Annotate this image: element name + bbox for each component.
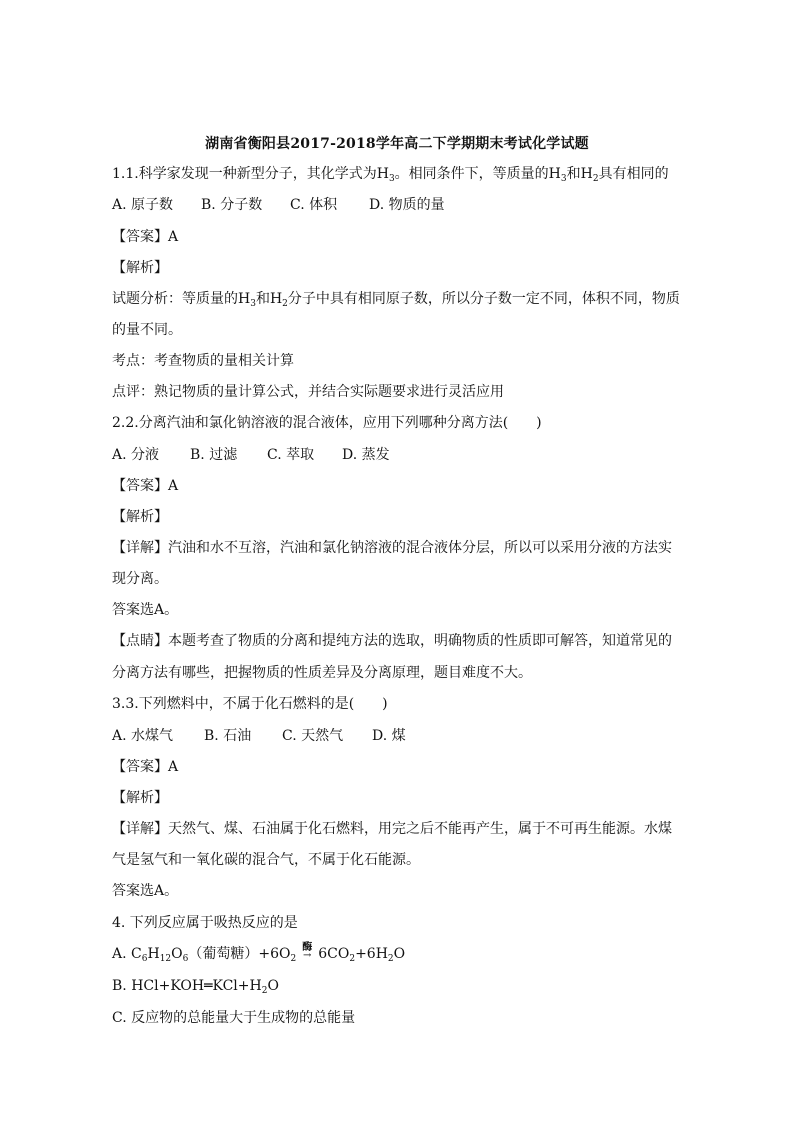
question-2-detail: 【详解】汽油和水不互溶，汽油和氯化钠溶液的混合液体分层，所以可以采用分液的方法实 [112,540,672,556]
question-1-point: 考点：考查物质的量相关计算 [112,353,294,369]
question-2-stem: 2.2.分离汽油和氯化钠溶液的混合液体，应用下列哪种分离方法( ) [112,415,542,431]
option-c: C. 萃取 [267,447,315,463]
question-3-stem: 3.3.下列燃料中，不属于化石燃料的是( ) [112,696,388,712]
question-1-analysis: 试题分析：等质量的$H_3$和$H_2$分子中具有相同原子数，所以分子数一定不同，体积不同，物质 [112,291,680,309]
question-3-choice: 答案选A。 [112,883,179,899]
option-d: D. 物质的量 [369,197,445,213]
question-3-detail: 【详解】天然气、煤、石油属于化石燃料，用完之后不能再产生，属于不可再生能源。水煤 [112,821,672,837]
question-1-answer: 【答案】A [112,229,179,245]
option-a: A. 原子数 [112,197,174,213]
question-1-analysis-line2: 的量不同。 [112,322,182,338]
enzyme-reaction-arrow: 酶 → [302,942,313,961]
option-a: A. 分液 [112,447,160,463]
question-2-detail-line2: 现分离。 [112,571,168,587]
document-title: 湖南省衡阳县2017-2018学年高二下学期期末考试化学试题 [205,136,589,152]
question-2-analysis-label: 【解析】 [112,509,168,525]
option-a: A. 水煤气 [112,728,174,744]
question-1-stem: 1.1.科学家发现一种新型分子，其化学式为$H_3$。相同条件下，等质量的$H_3$和$H_2$具有相同的 [112,166,669,184]
question-1-analysis-label: 【解析】 [112,260,168,276]
question-2-options [112,445,390,465]
question-2-remark: 【点睛】本题考查了物质的分离和提纯方法的选取，明确物质的性质即可解答，知道常见的 [112,633,672,649]
question-4-option-c: C. 反应物的总能量大于生成物的总能量 [112,1010,356,1026]
option-b: B. 分子数 [201,197,263,213]
option-d: D. 蒸发 [342,447,390,463]
question-2-choice: 答案选A。 [112,602,179,618]
option-b: B. 石油 [204,728,252,744]
question-3-analysis-label: 【解析】 [112,790,168,806]
question-2-remark-line2: 分离方法有哪些，把握物质的性质差异及分离原理，题目难度不大。 [112,665,532,681]
question-1-comment: 点评：熟记物质的量计算公式，并结合实际题要求进行灵活应用 [112,384,504,400]
question-1-options [112,195,445,215]
question-4-option-b: B. $HCl+KOH═KCl+H_2O$ [112,978,279,996]
option-d: D. 煤 [372,728,406,744]
option-c: C. 体积 [290,197,338,213]
question-3-answer: 【答案】A [112,759,179,775]
question-4-option-a: A. $C_6H_{12}O_6$（葡萄糖）$+6O_2$ 酶 → $6CO_2+6H_2O$ [112,942,406,964]
question-3-options [112,726,406,746]
question-2-answer: 【答案】A [112,478,179,494]
option-c: C. 天然气 [282,728,344,744]
option-b: B. 过滤 [190,447,238,463]
question-4-stem: 4. 下列反应属于吸热反应的是 [112,915,298,931]
question-3-detail-line2: 气是氢气和一氧化碳的混合气，不属于化石能源。 [112,852,420,868]
